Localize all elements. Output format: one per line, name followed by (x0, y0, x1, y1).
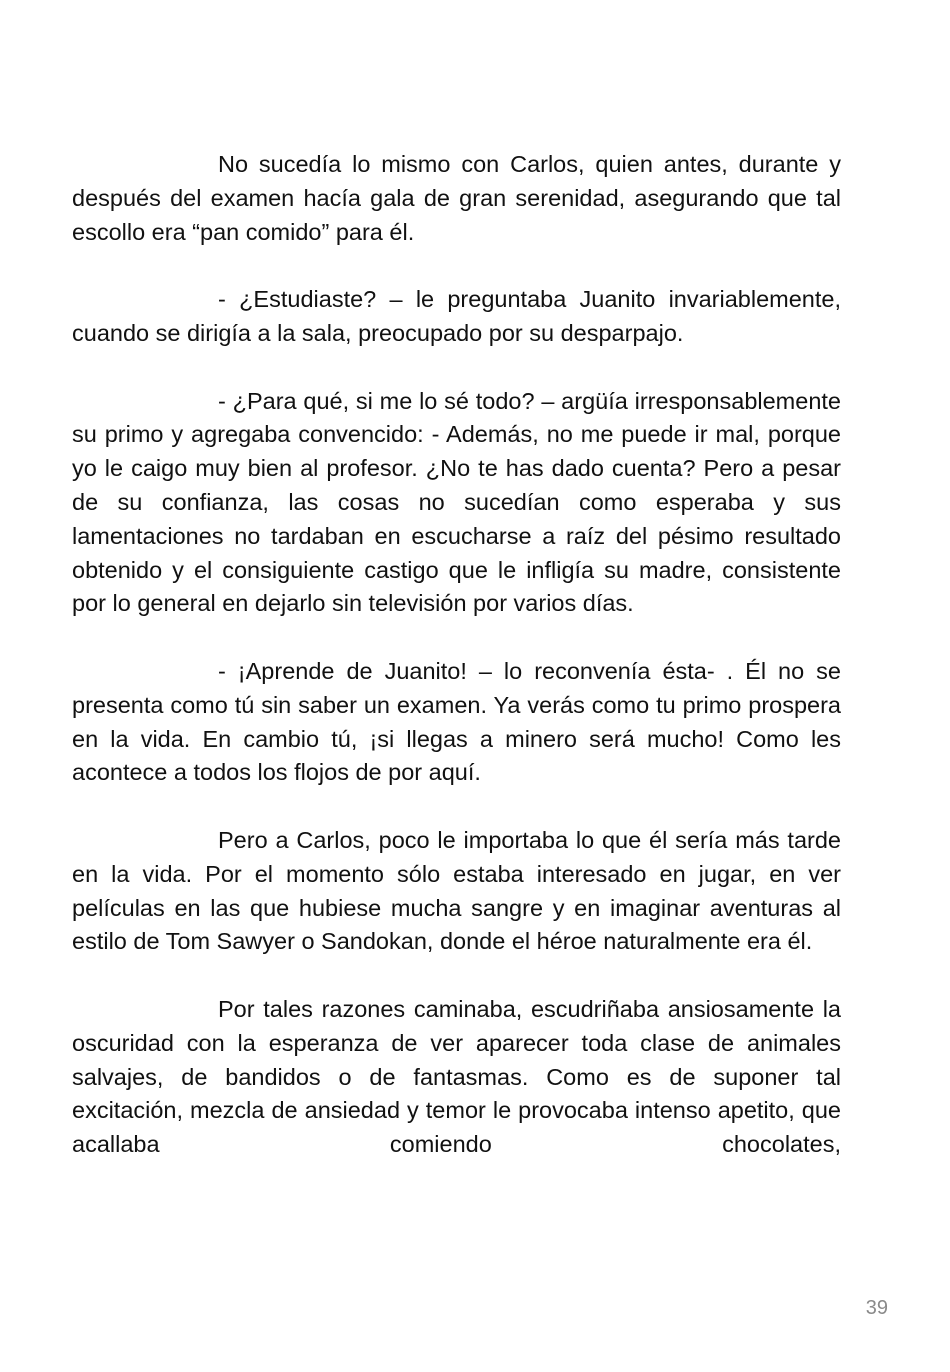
paragraph-5: Pero a Carlos, poco le importaba lo que él sería más tarde en la vida. Por el momento sólo estaba interesado en jugar, en ver películas en las que hubiese mucha sangre y en imaginar aventuras al estilo de Tom Sawyer o Sandokan, donde el héroe naturalmente era él. (72, 826, 841, 955)
paragraph-4: - ¡Aprende de Juanito! – lo reconvenía ésta- . Él no se presenta como tú sin saber un examen. Ya verás como tu primo prospera en la vida. En cambio tú, ¡si llegas a minero será mucho! Como les acontece a todos los flojos de por aquí. (72, 657, 841, 786)
paragraph-6: Por tales razones caminaba, escudriñaba ansiosamente la oscuridad con la esperanza de ver aparecer toda clase de animales salvajes, de bandidos o de fantasmas. Como es de suponer tal excitación, mezcla de ansiedad y temor le provocaba intenso apetito, que acallaba comiendo chocolates, (72, 995, 841, 1158)
page-text (72, 148, 841, 1162)
paragraph-1: No sucedía lo mismo con Carlos, quien antes, durante y después del examen hacía gala de gran serenidad, asegurando que tal escollo era “pan comido” para él. (72, 151, 841, 245)
paragraph-3: - ¿Para qué, si me lo sé todo? – argüía irresponsablemente su primo y agregaba convencido: - Además, no me puede ir mal, porque yo le caigo muy bien al profesor. ¿No te has dado cuenta? Pero a pesar de su confianza, las cosas no sucedían como esperaba y sus lamentaciones no tardaban en escucharse a raíz del pésimo resultado obtenido y el consiguiente castigo que le infligía su madre, consistente por lo general en dejarlo sin televisión por varios días. (72, 387, 841, 617)
page-number: 39 (865, 1297, 888, 1319)
paragraph-2: - ¿Estudiaste? – le preguntaba Juanito invariablemente, cuando se dirigía a la sala, preocupado por su desparpajo. (72, 286, 841, 346)
